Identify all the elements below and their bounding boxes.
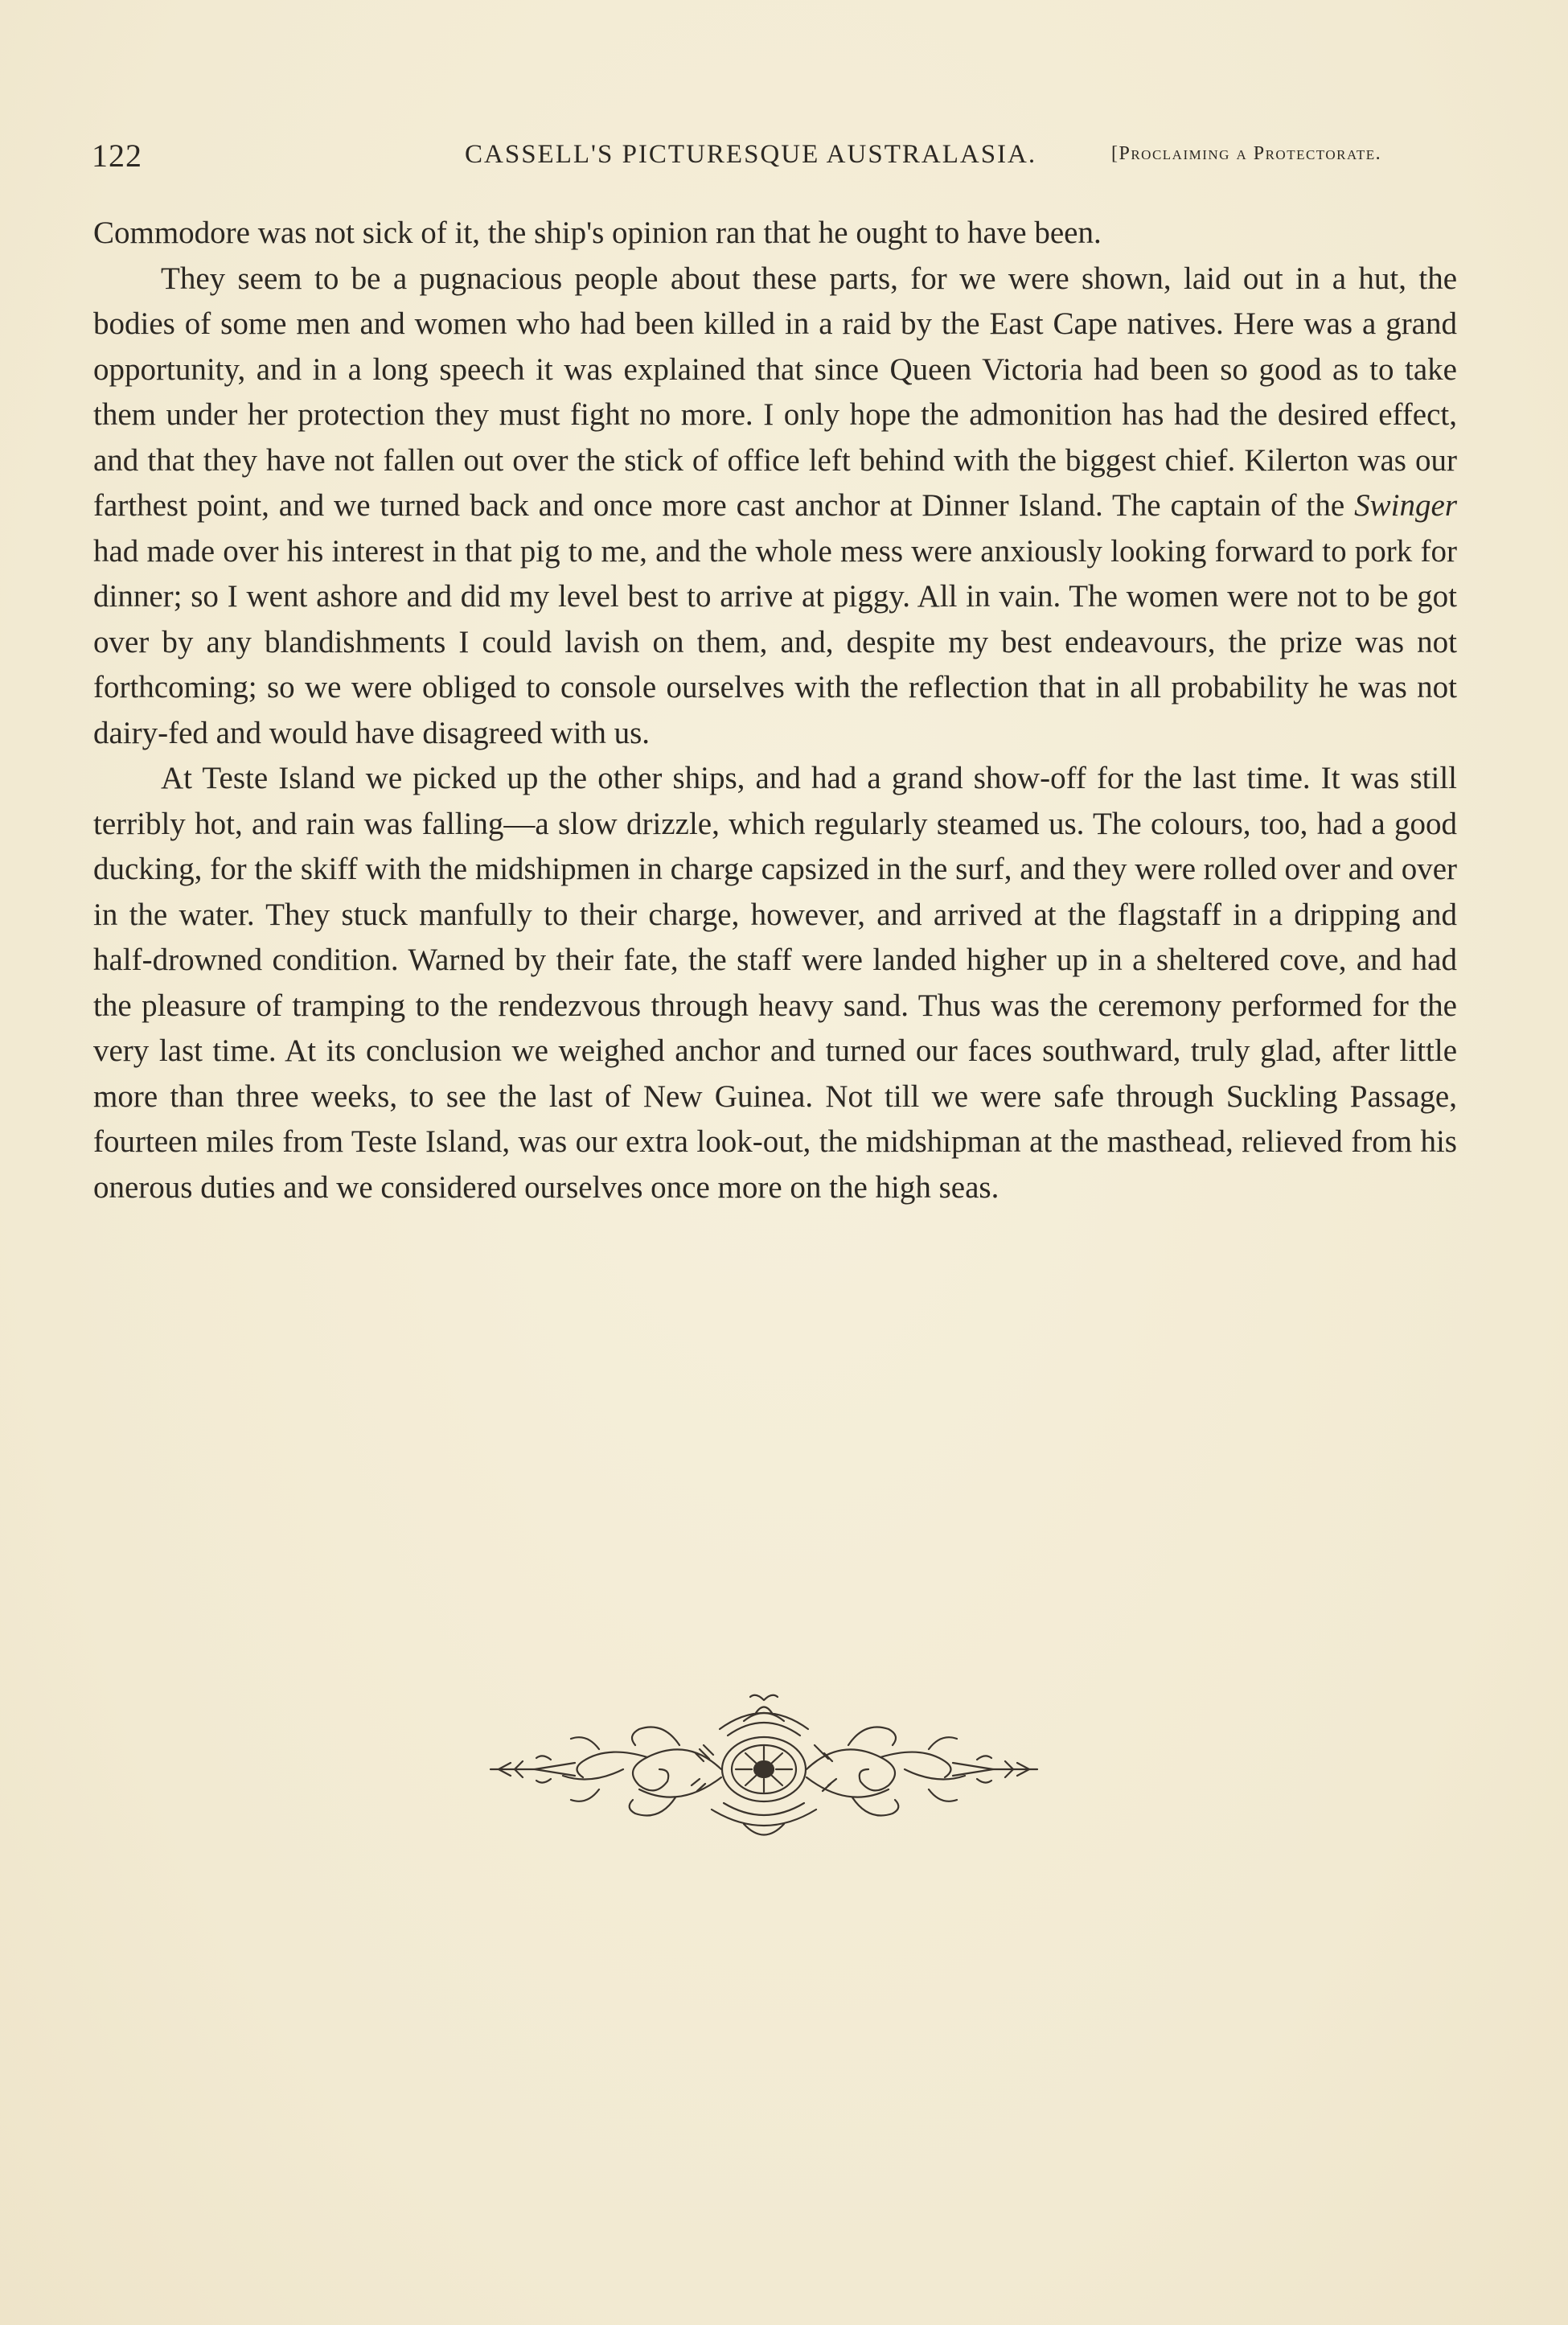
- running-header: [92, 135, 1443, 175]
- body-text: [93, 211, 1457, 1210]
- floral-tailpiece-icon: [486, 1689, 1041, 1850]
- page-number: 122: [92, 138, 142, 174]
- paragraph-2-text-before: They seem to be a pugnacious people about these parts, for we were shown, laid out in a hut, the bodies of some men and women who had been killed in a raid by the East Cape natives. Here was a grand opportunity, and in a long speech it was explained that since Queen Victoria had been so good as to take them under her protection they must fight no more. I only hope the admonition has had the desired effect, and that they have not fallen out over the stick of office left behind with the biggest chief. Kilerton was our farthest point, and we turned back and once more cast anchor at Dinner Island. The captain of the: [93, 261, 1457, 523]
- paragraph-2: [93, 257, 1457, 757]
- ship-name: Swinger: [1354, 488, 1457, 523]
- running-title: CASSELL'S PICTURESQUE AUSTRALASIA.: [465, 140, 1037, 169]
- paragraph-2-text-after: had made over his interest in that pig to me, and the whole mess were anxiously looking forward to pork for dinner; so I went ashore and did my level best to arrive at piggy. All in vain. The women were not to be got over by any blandishments I could lavish on them, and, despite my best endeavours, the prize was not forthcoming; so we were obliged to console ourselves with the reflection that in all probability he was not dairy-fed and would have disagreed with us.: [93, 533, 1457, 750]
- paragraph-3: At Teste Island we picked up the other ships, and had a grand show-off for the last time. It was still terribly hot, and rain was falling—a slow drizzle, which regularly steamed us. The colours, too, had a good ducking, for the skiff with the midshipmen in charge capsized in the surf, and they were rolled over and over in the water. They stuck manfully to their charge, however, and arrived at the flagstaff in a dripping and half-drowned condition. Warned by their fate, the staff were landed higher up in a sheltered cove, and had the pleasure of tramping to the rendezvous through heavy sand. Thus was the ceremony performed for the very last time. At its conclusion we weighed anchor and turned our faces southward, truly glad, after little more than three weeks, to see the last of New Guinea. Not till we were safe through Suckling Passage, fourteen miles from Teste Island, was our extra look-out, the midshipman at the masthead, relieved from his onerous duties and we considered ourselves once more on the high seas.: [93, 761, 1457, 1205]
- paragraph-1: Commodore was not sick of it, the ship's opinion ran that he ought to have been.: [93, 216, 1102, 250]
- section-title: [Proclaiming a Protectorate.: [1111, 143, 1382, 164]
